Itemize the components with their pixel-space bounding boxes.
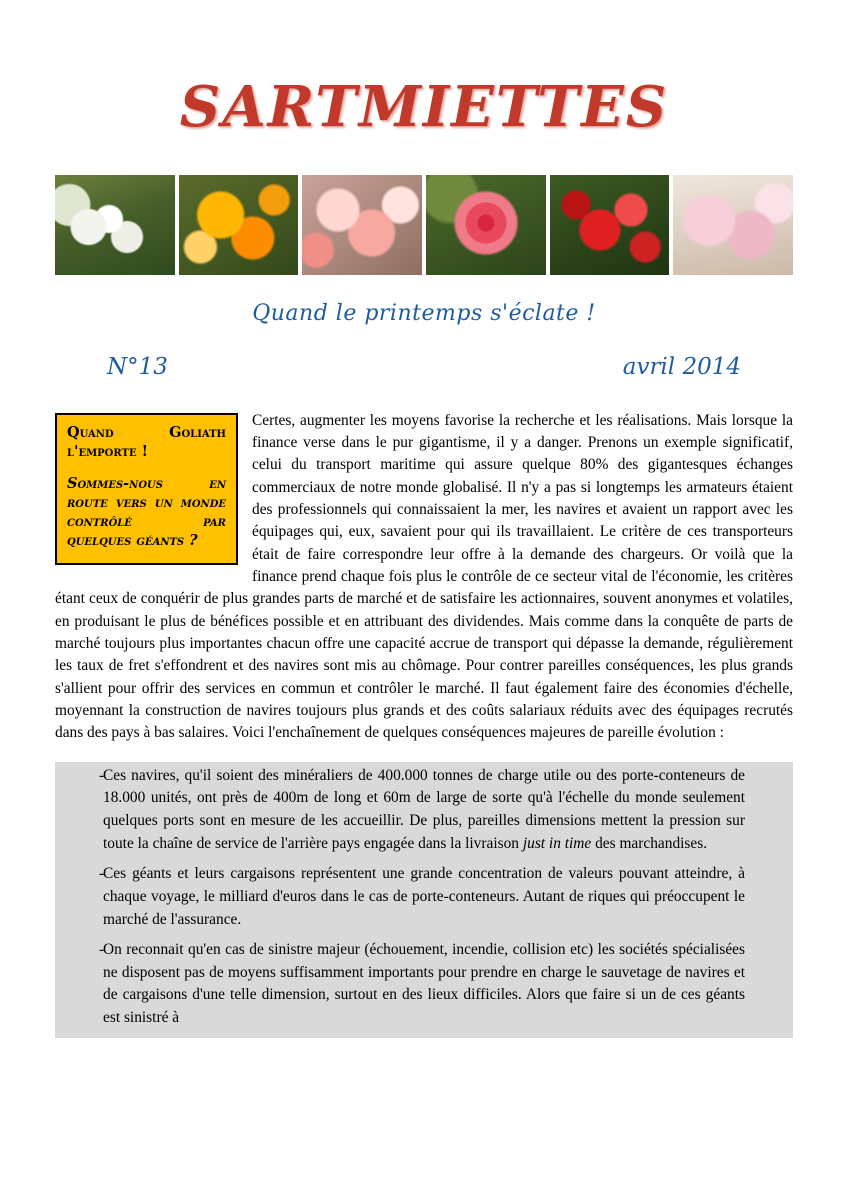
issue-number: N°13 <box>107 353 168 380</box>
list-item <box>55 939 793 1038</box>
photo-image <box>426 175 546 275</box>
bullet-marker: - <box>99 941 105 959</box>
photo-white-azalea <box>55 175 175 275</box>
photo-image <box>179 175 299 275</box>
photo-image <box>55 175 175 275</box>
article-paragraph: Certes, augmenter les moyens favorise la recherche et les réalisations. Mais lorsque la finance verse dans le pur gigantisme, il y a danger. Prenons un exemple significatif, celui du transport maritime qui assure quelque 80% des gigantesques échanges commerciaux de notre monde globalisé. Il n'y a pas si longtemps les armateurs étaient des professionnels qui connaissaient la mer, les navires et avaient un rapport avec les équipages qui, eux, savaient pour qui ils travaillaient. Le critère de ces transporteurs était de faire correspondre leur offre à la demande des chargeurs. Or voilà que la finance prend chaque fois plus le contrôle de ce secteur vital de l'économie, les critères étant ceux de conquérir de plus grandes parts de marché et de satisfaire les actionnaires, souvent anonymes et volatiles, en produisant le plus de bénéfices possible et en attribuant des dividendes. Mais comme dans la conquête de parts de marché toujours plus importantes chacun offre une capacité accrue de transport qui dépasse la demande, régulièrement les taux de fret s'effondrent et des navires sont mis au chômage. Pour contrer pareilles conséquences, les plus grands s'allient pour offrir des services en commun et contrôler le marché. Il faut également faire des économies d'échelle, moyennant la construction de navires toujours plus grands et des coûts salariaux réduits avec des équipages recrutés dans des pays à bas salaires. Voici l'enchaînement de quelques conséquences majeures de pareille évolution : <box>55 411 793 742</box>
callout-box <box>55 413 238 565</box>
article <box>55 410 793 745</box>
bullet-text-post: des marchandises. <box>591 834 708 852</box>
masthead <box>55 0 793 140</box>
bullet-text-italic: just in time <box>522 834 592 852</box>
bullet-text <box>103 939 793 1030</box>
issue-line <box>55 354 793 380</box>
photo-image <box>302 175 422 275</box>
photo-red-camellia <box>426 175 546 275</box>
callout-subtitle: Sommes-nous en route vers un monde contrôlé par quelques géants ? <box>67 475 226 550</box>
issue-date: avril 2014 <box>622 353 741 380</box>
bullet-text <box>103 765 793 856</box>
bullet-text <box>103 863 793 931</box>
bullet-marker: - <box>99 865 105 883</box>
bullet-text-pre: Ces navires, qu'il soient des minéraliers de 400.000 tonnes de charge utile ou des porte-conteneurs de 18.000 unités, ont près de 400m de long et 60m de large de sorte qu'à l'échelle du monde seulement quelques ports sont en mesure de les accueillir. De plus, pareilles dimensions mettent la pression sur toute la chaîne de service de l'arrière pays engagée dans la livraison <box>103 766 745 852</box>
photo-strip <box>55 175 793 275</box>
list-item <box>55 762 793 864</box>
photo-image <box>550 175 670 275</box>
bullet-marker: - <box>99 766 105 784</box>
photo-pink-azalea <box>302 175 422 275</box>
photo-blossom-tree <box>673 175 793 275</box>
bullet-text-pre: Ces géants et leurs cargaisons représentent une grande concentration de valeurs pouvant atteindre, à chaque voyage, le milliard d'euros dans le cas de porte-conteneurs. Autant de riques qui préoccupent le marché de l'assurance. <box>103 865 745 928</box>
callout-title: Quand Goliath l'emporte ! <box>67 423 226 460</box>
bullet-list <box>55 762 793 1038</box>
photo-image <box>673 175 793 275</box>
photo-red-rhododendron <box>550 175 670 275</box>
page-title: SARTMIETTES <box>179 74 669 140</box>
list-item <box>55 863 793 939</box>
bullet-text-pre: On reconnait qu'en cas de sinistre majeur (échouement, incendie, collision etc) les sociétés spécialisées ne disposent pas de moyens suffisamment importants pour prendre en charge le sauvetage de navires et de cargaisons d'une telle dimension, surtout en des lieux difficiles. Alors que faire si un de ces géants est sinistré à <box>103 941 745 1027</box>
photo-orange-azalea <box>179 175 299 275</box>
slogan: Quand le printemps s'éclate ! <box>252 300 596 326</box>
